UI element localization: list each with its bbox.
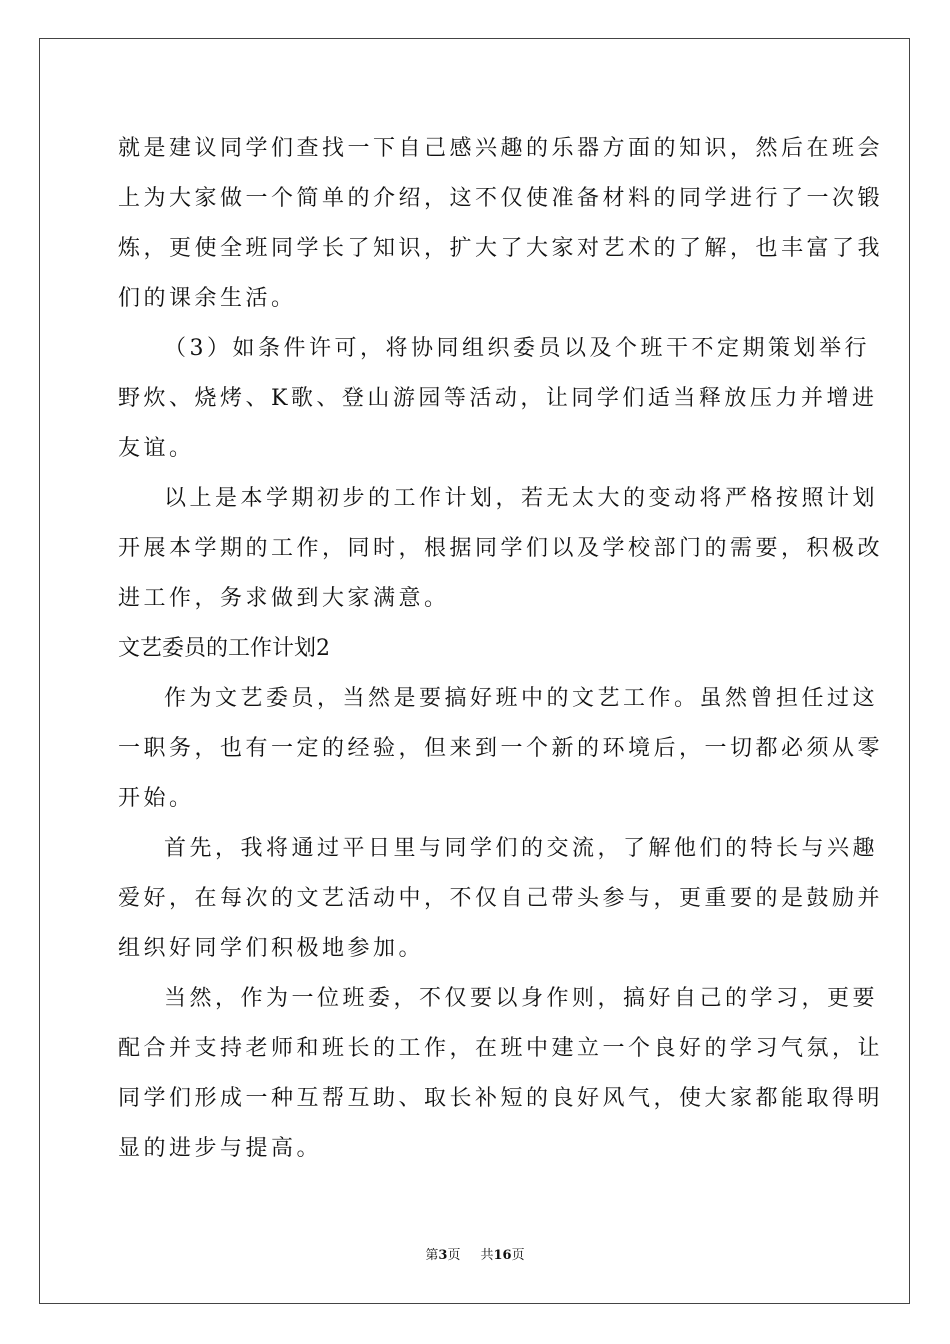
section-heading: 文艺委员的工作计划2 bbox=[118, 636, 330, 661]
body-line: 进工作，务求做到大家满意。 bbox=[118, 586, 450, 611]
current-page-number: 3 bbox=[438, 1248, 448, 1263]
paragraph-first-line: 首先，我将通过平日里与同学们的交流，了解他们的特长与兴趣 bbox=[164, 836, 879, 861]
paragraph-first-line: 当然，作为一位班委，不仅要以身作则，搞好自己的学习，更要 bbox=[164, 986, 879, 1011]
total-prefix: 共 bbox=[480, 1248, 494, 1263]
total-page-number: 16 bbox=[493, 1248, 512, 1263]
body-line: 开始。 bbox=[118, 786, 195, 811]
body-line: 炼，更使全班同学长了知识，扩大了大家对艺术的了解，也丰富了我 bbox=[118, 236, 884, 261]
body-line: 爱好，在每次的文艺活动中，不仅自己带头参与，更重要的是鼓励并 bbox=[118, 886, 884, 911]
body-line: 就是建议同学们查找一下自己感兴趣的乐器方面的知识，然后在班会 bbox=[118, 136, 884, 161]
body-line: 组织好同学们积极地参加。 bbox=[118, 936, 425, 961]
body-line: 一职务，也有一定的经验，但来到一个新的环境后，一切都必须从零 bbox=[118, 736, 884, 761]
total-suffix: 页 bbox=[511, 1248, 525, 1263]
body-line: 配合并支持老师和班长的工作，在班中建立一个良好的学习气氛，让 bbox=[118, 1036, 884, 1061]
body-line: 上为大家做一个简单的介绍，这不仅使准备材料的同学进行了一次锻 bbox=[118, 186, 884, 211]
page-prefix: 第 bbox=[425, 1248, 439, 1263]
body-line: 们的课余生活。 bbox=[118, 286, 297, 311]
body-line: 友谊。 bbox=[118, 436, 195, 461]
page-suffix: 页 bbox=[447, 1248, 461, 1263]
body-line: 同学们形成一种互帮互助、取长补短的良好风气，使大家都能取得明 bbox=[118, 1086, 884, 1111]
body-line: 显的进步与提高。 bbox=[118, 1136, 323, 1161]
paragraph-first-line: （3）如条件许可，将协同组织委员以及个班干不定期策划举行 bbox=[164, 336, 870, 361]
body-line: 野炊、烧烤、K歌、登山游园等活动，让同学们适当释放压力并增进 bbox=[118, 386, 878, 411]
paragraph-first-line: 以上是本学期初步的工作计划，若无太大的变动将严格按照计划 bbox=[164, 486, 879, 511]
paragraph-first-line: 作为文艺委员，当然是要搞好班中的文艺工作。虽然曾担任过这 bbox=[164, 686, 879, 711]
body-line: 开展本学期的工作，同时，根据同学们以及学校部门的需要，积极改 bbox=[118, 536, 884, 561]
page-footer bbox=[0, 1247, 950, 1265]
document-body bbox=[118, 124, 884, 1174]
